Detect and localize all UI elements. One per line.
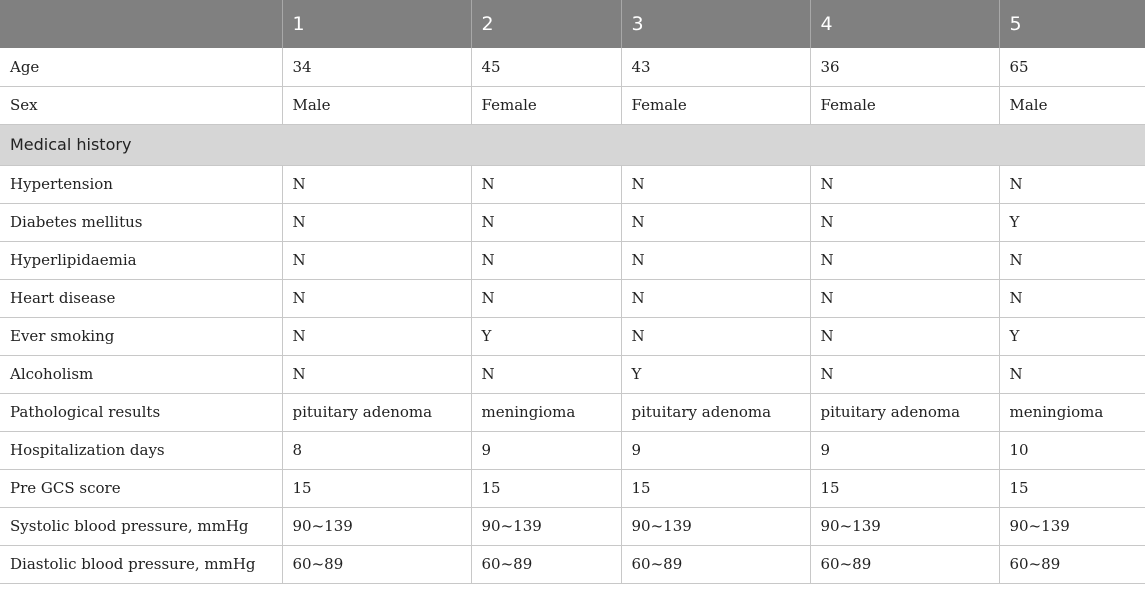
table-cell: N [282, 203, 471, 241]
table-cell: 9 [810, 431, 999, 469]
table-cell: N [282, 355, 471, 393]
table-cell: Female [471, 86, 621, 124]
table-cell: N [810, 279, 999, 317]
table-cell: meningioma [471, 393, 621, 431]
table-cell: 10 [999, 431, 1145, 469]
table-row-diabetes-mellitus [0, 203, 1145, 241]
row-label: Pathological results [0, 393, 282, 431]
table-cell: N [621, 165, 810, 203]
table-cell: N [999, 241, 1145, 279]
row-label: Hospitalization days [0, 431, 282, 469]
table-cell: N [810, 203, 999, 241]
table-cell: 90~139 [282, 507, 471, 545]
section-row-medical-history [0, 124, 1145, 165]
table-row-pathological-results [0, 393, 1145, 431]
table-cell: N [471, 241, 621, 279]
table-cell: N [282, 241, 471, 279]
table-cell: 15 [471, 469, 621, 507]
row-label: Age [0, 48, 282, 86]
table-cell: N [810, 241, 999, 279]
table-cell: Y [999, 317, 1145, 355]
table-cell: N [471, 203, 621, 241]
table-cell: 60~89 [282, 545, 471, 583]
table-row-sex [0, 86, 1145, 124]
table-cell: N [621, 317, 810, 355]
table-cell: Y [471, 317, 621, 355]
section-label: Medical history [0, 124, 1145, 165]
table-cell: N [810, 355, 999, 393]
table-row-hyperlipidaemia [0, 241, 1145, 279]
table-row-diastolic-bp [0, 545, 1145, 583]
table-cell: N [471, 165, 621, 203]
table-cell: 15 [282, 469, 471, 507]
table-row-age [0, 48, 1145, 86]
table-cell: 90~139 [471, 507, 621, 545]
table-cell: 15 [810, 469, 999, 507]
table-cell: 9 [471, 431, 621, 469]
header-patient-4: 4 [810, 0, 999, 48]
table-row-systolic-bp [0, 507, 1145, 545]
table-cell: N [471, 279, 621, 317]
table-cell: N [999, 355, 1145, 393]
table-cell: N [999, 279, 1145, 317]
row-label: Pre GCS score [0, 469, 282, 507]
row-label: Alcoholism [0, 355, 282, 393]
table-cell: 60~89 [999, 545, 1145, 583]
table-cell: 43 [621, 48, 810, 86]
table-cell: 90~139 [621, 507, 810, 545]
table-row-hospitalization-days [0, 431, 1145, 469]
row-label: Heart disease [0, 279, 282, 317]
table-cell: N [810, 317, 999, 355]
table-cell: 60~89 [621, 545, 810, 583]
table-cell: Male [999, 86, 1145, 124]
table-cell: N [282, 165, 471, 203]
table-cell: 45 [471, 48, 621, 86]
table-row-hypertension [0, 165, 1145, 203]
table-cell: N [282, 317, 471, 355]
table-cell: meningioma [999, 393, 1145, 431]
row-label: Diastolic blood pressure, mmHg [0, 545, 282, 583]
table-cell: 60~89 [471, 545, 621, 583]
table-cell: pituitary adenoma [810, 393, 999, 431]
row-label: Diabetes mellitus [0, 203, 282, 241]
table-cell: Y [999, 203, 1145, 241]
header-row [0, 0, 1145, 48]
table-row-pre-gcs-score [0, 469, 1145, 507]
table-cell: 15 [621, 469, 810, 507]
table-cell: 34 [282, 48, 471, 86]
table-cell: 8 [282, 431, 471, 469]
table-cell: 60~89 [810, 545, 999, 583]
table-cell: Female [621, 86, 810, 124]
row-label: Hyperlipidaemia [0, 241, 282, 279]
header-patient-3: 3 [621, 0, 810, 48]
header-patient-1: 1 [282, 0, 471, 48]
table-cell: 15 [999, 469, 1145, 507]
row-label: Ever smoking [0, 317, 282, 355]
table-row-heart-disease [0, 279, 1145, 317]
header-patient-5: 5 [999, 0, 1145, 48]
table-cell: Male [282, 86, 471, 124]
row-label: Hypertension [0, 165, 282, 203]
table-cell: N [810, 165, 999, 203]
table-row-ever-smoking [0, 317, 1145, 355]
table-cell: N [621, 241, 810, 279]
table-cell: pituitary adenoma [621, 393, 810, 431]
table-cell: 90~139 [810, 507, 999, 545]
table-cell: N [621, 203, 810, 241]
row-label: Systolic blood pressure, mmHg [0, 507, 282, 545]
row-label: Sex [0, 86, 282, 124]
header-corner [0, 0, 282, 48]
table-cell: 90~139 [999, 507, 1145, 545]
table-cell: Female [810, 86, 999, 124]
header-patient-2: 2 [471, 0, 621, 48]
table-cell: 65 [999, 48, 1145, 86]
table-cell: pituitary adenoma [282, 393, 471, 431]
table-cell: 36 [810, 48, 999, 86]
table-row-alcoholism [0, 355, 1145, 393]
table-cell: N [471, 355, 621, 393]
table-cell: N [621, 279, 810, 317]
table-cell: Y [621, 355, 810, 393]
table-cell: N [282, 279, 471, 317]
table-cell: N [999, 165, 1145, 203]
table-cell: 9 [621, 431, 810, 469]
